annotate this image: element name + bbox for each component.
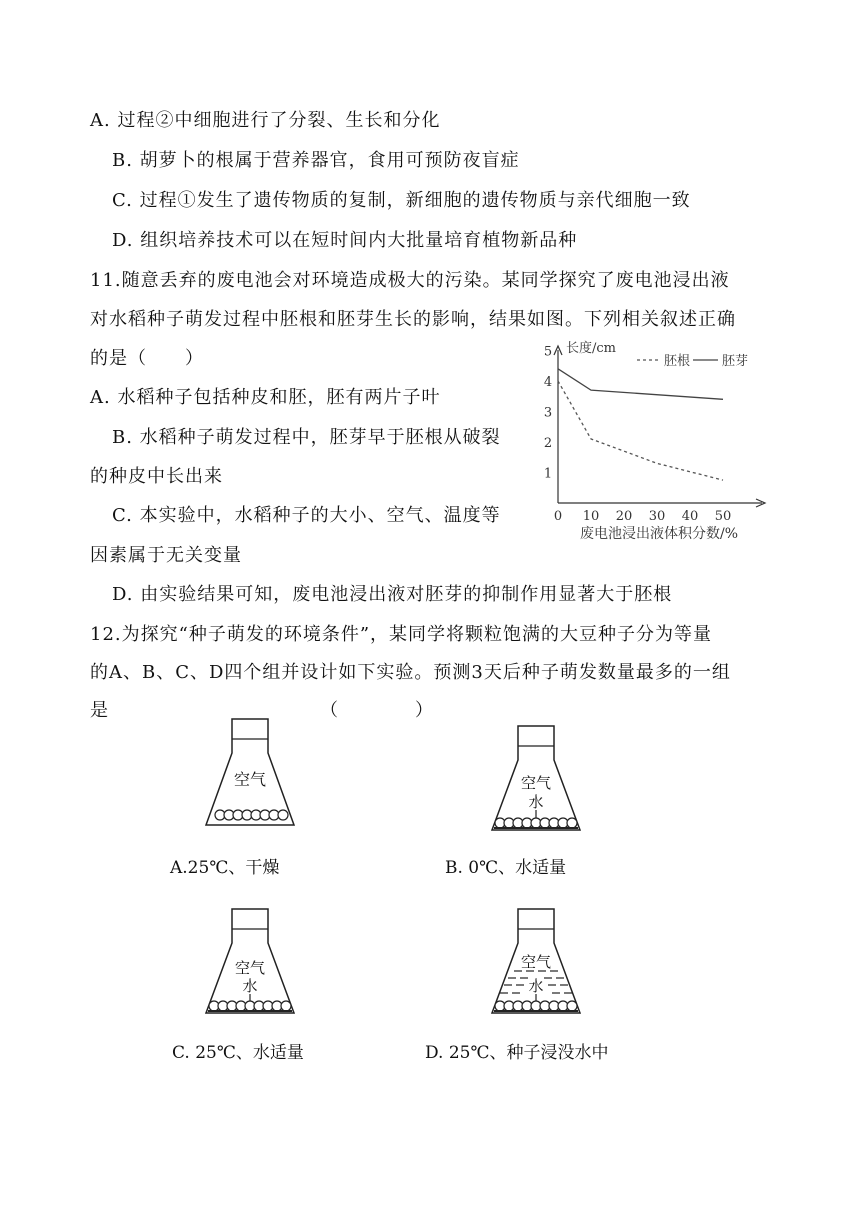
- y-tick-label: 2: [543, 436, 553, 451]
- y-tick-label: 3: [543, 405, 553, 421]
- x-tick-label: 30: [648, 509, 666, 524]
- x-tick-label: 20: [615, 509, 633, 524]
- y-tick-label: 4: [543, 375, 553, 390]
- chart-legend: [637, 353, 748, 369]
- flask-c-caption: C. 25℃、水适量: [172, 1043, 304, 1063]
- series-radicle-line: [558, 381, 723, 480]
- q10-option-b: B. 胡萝卜的根属于营养器官，食用可预防夜盲症: [112, 150, 520, 171]
- flask-d: [486, 905, 586, 1020]
- q11-option-c-line2: 因素属于无关变量: [90, 545, 242, 566]
- q11-option-a: A. 水稻种子包括种皮和胚，胚有两片子叶: [90, 387, 441, 408]
- q12-answer-blank: （ ）: [320, 700, 434, 721]
- q11-option-b-line2: 的种皮中长出来: [90, 466, 223, 487]
- flask-a-caption: A.25℃、干燥: [170, 858, 280, 878]
- x-tick-label: 10: [582, 509, 600, 524]
- q10-option-d: D. 组织培养技术可以在短时间内大批量培育植物新品种: [112, 230, 578, 251]
- q11-stem-line1: 11.随意丢弃的废电池会对环境造成极大的污染。某同学探究了废电池浸出液: [90, 270, 730, 291]
- series-plumule-line: [558, 369, 723, 400]
- line-chart: [530, 338, 770, 548]
- flask-b-caption: B. 0℃、水适量: [445, 858, 567, 878]
- flask-air-label: 空气: [520, 953, 552, 971]
- y-tick-label: 1: [543, 466, 553, 482]
- x-tick-label: 0: [553, 509, 563, 524]
- seeds: [209, 1001, 291, 1011]
- q10-option-c: C. 过程①发生了遗传物质的复制，新细胞的遗传物质与亲代细胞一致: [112, 190, 691, 211]
- q11-option-b-line1: B. 水稻种子萌发过程中，胚芽早于胚根从破裂: [112, 427, 501, 448]
- flask-water-label: 水: [528, 793, 544, 811]
- chart-y-label: 长度/cm: [566, 341, 616, 356]
- q11-option-c-line1: C. 本实验中，水稻种子的大小、空气、温度等: [112, 505, 501, 526]
- seeds: [495, 1001, 577, 1011]
- legend-radicle-label: 胚根: [664, 354, 691, 369]
- flask-air-label: 空气: [520, 774, 552, 792]
- x-tick-label: 40: [681, 509, 699, 524]
- flask-water-label: 水: [528, 977, 544, 995]
- flask-a: [200, 715, 300, 835]
- flask-air-label: 空气: [234, 959, 266, 977]
- q12-stem-line2: 的A、B、C、D四个组并设计如下实验。预测3天后种子萌发数量最多的一组: [90, 662, 731, 683]
- flask-c: [200, 905, 300, 1020]
- y-tick-label: 5: [543, 344, 553, 360]
- q10-option-a: A. 过程②中细胞进行了分裂、生长和分化: [90, 110, 441, 131]
- chart-x-label: 废电池浸出液体积分数/%: [580, 526, 739, 542]
- flask-d-caption: D. 25℃、种子浸没水中: [425, 1043, 609, 1063]
- q12-stem-line1: 12.为探究“种子萌发的环境条件”，某同学将颗粒饱满的大豆种子分为等量: [90, 624, 713, 645]
- legend-plumule-label: 胚芽: [722, 354, 749, 369]
- q11-option-d: D. 由实验结果可知，废电池浸出液对胚芽的抑制作用显著大于胚根: [112, 584, 673, 605]
- flask-water-label: 水: [242, 977, 258, 995]
- x-tick-label: 50: [714, 509, 732, 524]
- flask-b: [486, 722, 586, 837]
- flask-air-label: 空气: [233, 770, 267, 789]
- q11-stem-line3: 的是（ ）: [90, 348, 204, 369]
- q12-stem-line3: 是: [90, 700, 109, 721]
- seeds: [495, 818, 577, 828]
- chart-axes: [554, 346, 765, 507]
- q11-stem-line2: 对水稻种子萌发过程中胚根和胚芽生长的影响，结果如图。下列相关叙述正确: [90, 309, 736, 330]
